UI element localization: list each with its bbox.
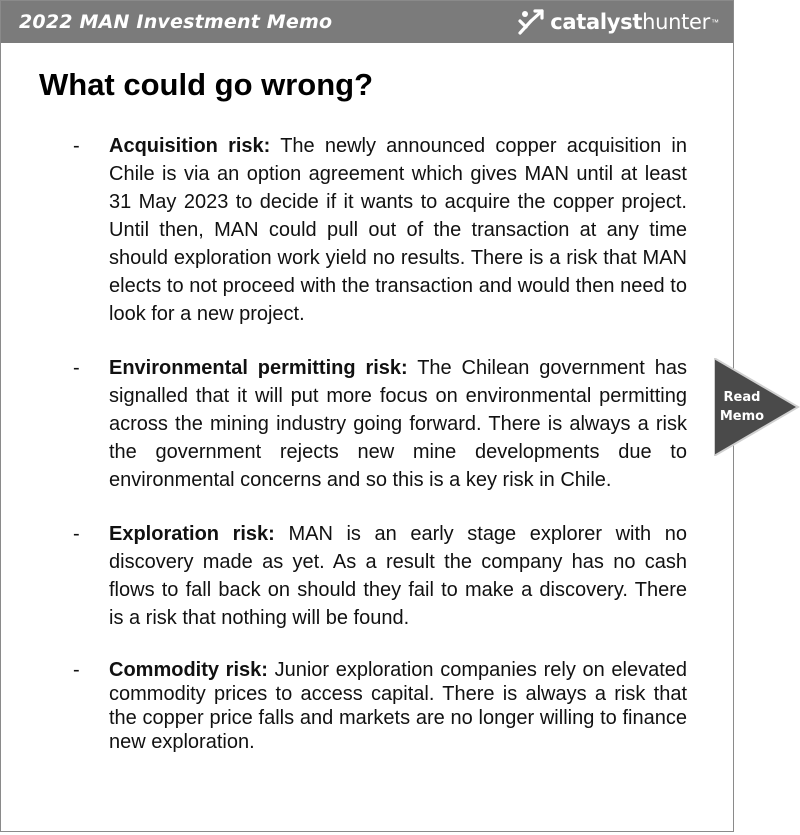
risk-text: MAN is an early stage explorer with no discovery made as yet. As a result the company has no cash flows to fall back on should they fail to make a discovery. There is a risk that nothing will be found. [109,523,688,629]
risk-item-commodity [73,658,687,754]
risk-text: The newly announced copper acquisition in Chile is via an option agreement which gives MAN until at least 31 May 2023 to decide if it wants to acquire the copper project. Until then, MAN could pull out of the transaction at any time should exploration work yield no results. There is a risk that MAN elects to not proceed with the transaction and would then need to look for a new project. [109,135,687,325]
bullet-dash: - [73,135,80,157]
risk-text: The Chilean government has signalled that it will put more focus on environmental permitting across the mining industry going forward. There is always a risk the government rejects new mine developments due to environmental concerns and so this is a key risk in Chile. [109,357,687,491]
memo-title: 2022 MAN Investment Memo [19,11,333,33]
brand-name-bold: catalyst [550,10,643,34]
risk-name: Environmental permitting risk: [109,357,408,379]
bullet-dash: - [73,659,80,681]
bullet-dash: - [73,523,80,545]
read-memo-label [714,388,770,426]
risk-name: Exploration risk: [109,523,275,545]
read-memo-line1: Read [723,390,761,405]
brand-logo [516,7,719,37]
page-title: What could go wrong? [39,67,374,102]
brand-trademark: ™ [711,17,719,27]
risk-text: Junior exploration companies rely on elevated commodity prices to access capital. There is always a risk that the copper price falls and markets are no longer willing to finance new exploration. [109,659,687,753]
catalyst-hunter-logo-icon [516,7,546,37]
header-bar [1,1,733,43]
risk-item-environmental [73,354,687,494]
risk-name: Acquisition risk: [109,135,271,157]
bullet-dash: - [73,357,80,379]
risk-item-acquisition [73,132,687,328]
risk-item-exploration [73,520,687,632]
risk-name: Commodity risk: [109,659,268,681]
read-memo-button[interactable] [714,358,800,456]
brand-name-light: hunter [642,10,710,34]
risk-list [73,132,687,754]
read-memo-line2: Memo [719,409,765,424]
